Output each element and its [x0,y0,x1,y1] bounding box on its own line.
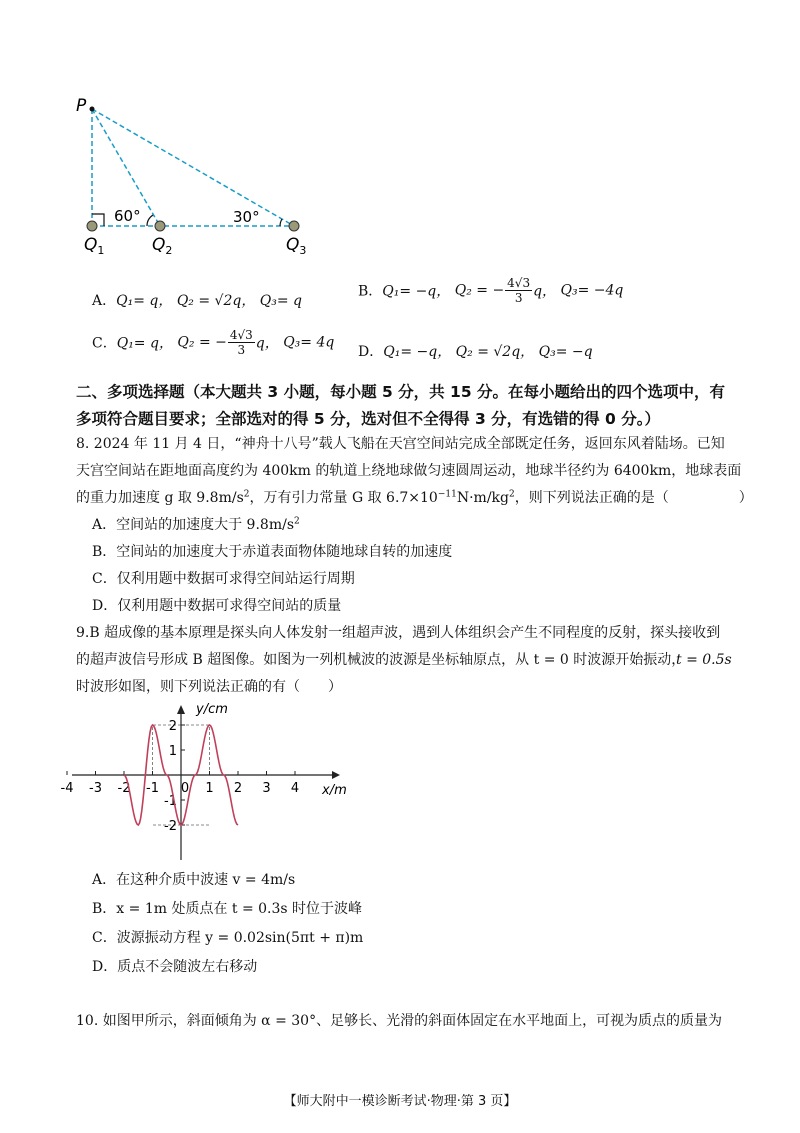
x-tick-label: 0 [180,781,190,796]
q8-option-a[interactable]: A．空间站的加速度大于 $9.8m/s^2$ [92,516,300,533]
section2-heading-line2: 多项符合题目要求；全部选对的得 5 分，选对但不全得得 3 分，有选错的得 0 分。） [76,410,660,428]
label-angle-30: 30° [233,208,260,226]
q9-option-d[interactable]: D．质点不会随波左右移动 [92,959,258,975]
q9-option-a[interactable]: A．在这种介质中波速 v = 4m/s [92,872,296,888]
charge-q1 [87,221,97,231]
angle-arc-30 [280,219,282,226]
y-axis-arrow [177,705,185,714]
charge-triangle-figure [70,95,320,265]
x-tick-label: -1 [146,781,159,796]
q8-line1: 8. 2024 年 11 月 4 日，“神舟十八号”载人飞船在天宫空间站完成全部既定任务，返回东风着陆场。已知 [76,436,725,452]
x-tick-label: 4 [290,781,300,796]
q7-option-a[interactable]: A．Q₁= q， Q₂ = √2q， Q₃= q [92,293,303,309]
q9-option-b[interactable]: B．x = 1m 处质点在 t = 0.3s 时位于波峰 [92,901,363,917]
label-q3: $Q_3$ [286,235,307,257]
q7-option-d[interactable]: D．Q₁= −q， Q₂ = √2q， Q₃= −q [358,344,593,360]
charge-q3 [289,221,299,231]
q9-time-label: t = 0.5s [676,652,732,668]
q9-line1: 9.B 超成像的基本原理是探头向人体发射一组超声波，遇到人体组织会产生不同程度的反射，探头接收到 [76,625,721,641]
q8-option-c[interactable]: C．仅利用题中数据可求得空间站运行周期 [92,571,355,587]
page-footer: 【师大附中一模诊断考试·物理·第 3 页】 [283,1094,517,1109]
fraction-4root3-over-3: $\frac{4√3}{3}$ [507,276,531,305]
angle-arc-60 [147,215,153,226]
y-tick-label: -1 [164,794,177,809]
q9-line2: 的超声波信号形成 B 超图像。如图为一列机械波的波源是坐标轴原点，从 t = 0 时波源开始振动， [76,652,686,668]
x-axis-label: x/m [322,783,347,798]
y-tick-label: 2 [168,719,177,734]
x-tick-label: -3 [89,781,102,796]
x-tick-label: 2 [233,781,243,796]
q8-line2: 天宫空间站在距地面高度约为 400km 的轨道上绕地球做匀速圆周运动，地球半径约为 6400km，地球表面 [76,463,742,479]
point-p [90,107,95,112]
fraction-4root3-over-3: $\frac{4√3}{3}$ [229,328,253,357]
y-tick-label: -2 [164,819,177,834]
charge-q2 [155,221,165,231]
section2-heading-line1: 二、多项选择题（本大题共 3 小题，每小题 5 分，共 15 分。在每小题给出的四个选项中，有 [76,383,726,401]
x-axis-arrow [332,771,340,779]
x-tick-label: 3 [262,781,271,796]
q9-option-c[interactable]: C．波源振动方程 y = 0.02sin(5πt + π)m [92,930,364,946]
y-axis-label: y/cm [196,702,228,717]
q7-option-b[interactable]: B．Q₁= −q， Q₂ = − $\frac{4√3}{3}$ q， Q₃= −4q [358,276,624,305]
y-tick-label: 1 [168,744,177,759]
label-q2: $Q_2$ [152,235,173,257]
q8-line3: 的重力加速度 g 取 $9.8m/s^2$，万有引力常量 G 取 $6.7\times 10^{-11}N\cdot m/kg^2$，则下列说法正确的是（ ） [76,489,753,506]
x-tick-label: 1 [205,781,214,796]
q10-line1: 10. 如图甲所示，斜面倾角为 α = 30°、足够长、光滑的斜面体固定在水平地面上，可视为质点的质量为 [76,1013,723,1029]
label-p: P [76,96,87,116]
x-tick-label: -4 [60,781,74,796]
q9-line3: 时波形如图，则下列说法正确的有（ ） [76,679,342,695]
label-q1: $Q_1$ [84,235,105,257]
label-angle-60: 60° [114,207,141,225]
q7-option-c[interactable]: C．Q₁= q， Q₂ = − $\frac{4√3}{3}$ q， Q₃= 4q [92,328,335,357]
q8-option-b[interactable]: B．空间站的加速度大于赤道表面物体随地球自转的加速度 [92,544,453,560]
x-tick-label: -2 [117,781,131,796]
wave-chart [60,700,360,865]
q8-option-d[interactable]: D．仅利用题中数据可求得空间站的质量 [92,598,342,614]
